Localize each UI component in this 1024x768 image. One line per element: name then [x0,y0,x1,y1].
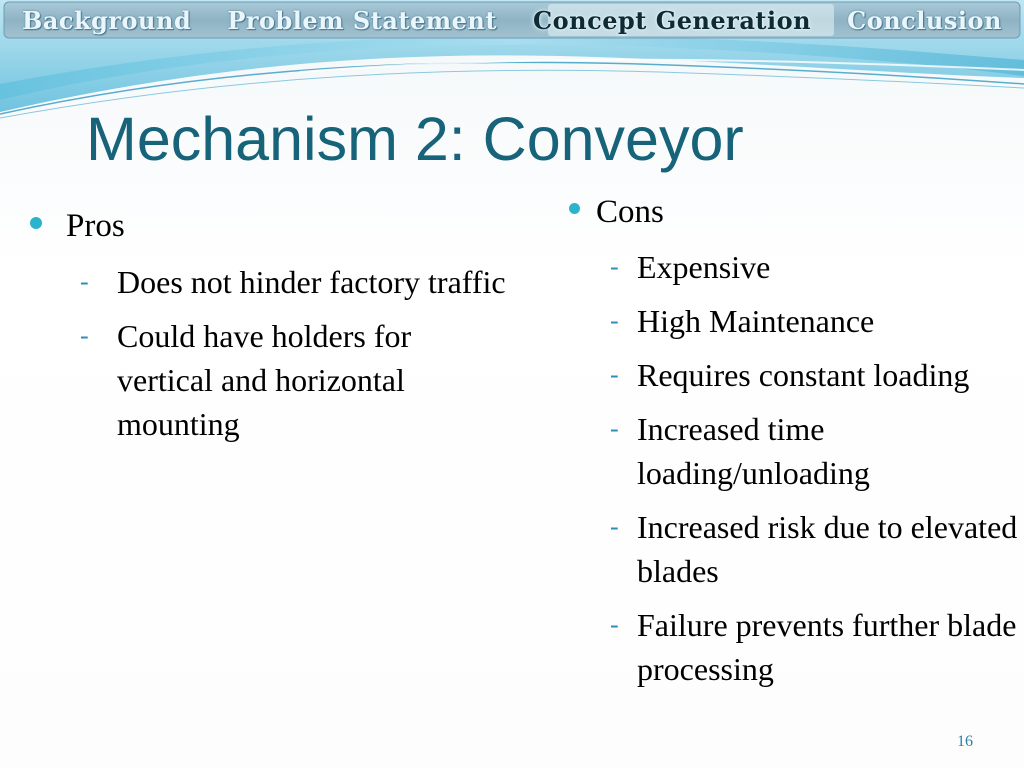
list-item: - Does not hinder factory traffic [30,260,510,304]
nav-item-conclusion[interactable]: Conclusion [847,5,1002,35]
cons-heading [567,192,1022,232]
section-nav [4,2,1020,38]
cons-list [567,245,1022,691]
dash-bullet-icon: - [80,321,89,350]
cons-column [567,192,1022,701]
list-item: - Increased time loading/unloading [567,407,1022,495]
list-item: - Increased risk due to elevated blades [567,505,1022,593]
nav-item-concept-generation[interactable]: Concept Generation [533,5,812,35]
dash-bullet-icon: - [610,414,619,443]
dash-bullet-icon: - [610,360,619,389]
dash-bullet-icon: - [610,512,619,541]
pros-heading [30,206,510,246]
nav-item-background[interactable]: Background [22,5,192,35]
pros-column [30,206,510,456]
bullet-dot-icon [30,217,42,229]
cons-heading-label: Cons [596,194,664,230]
nav-item-problem-statement[interactable]: Problem Statement [227,5,497,35]
dash-bullet-icon: - [610,610,619,639]
slide-title: Mechanism 2: Conveyor [86,105,744,173]
dash-bullet-icon: - [610,306,619,335]
list-item: - Expensive [567,245,1022,289]
dash-bullet-icon: - [80,267,89,296]
list-item: - Failure prevents further blade processing [567,603,1022,691]
list-item: - Requires constant loading [567,353,1022,397]
list-item: - High Maintenance [567,299,1022,343]
pros-list [30,260,510,446]
pros-heading-label: Pros [66,208,125,244]
bullet-dot-icon [569,203,580,214]
page-number: 16 [957,733,973,750]
dash-bullet-icon: - [610,252,619,281]
list-item: - Could have holders for vertical and horizontal mounting [30,314,510,446]
